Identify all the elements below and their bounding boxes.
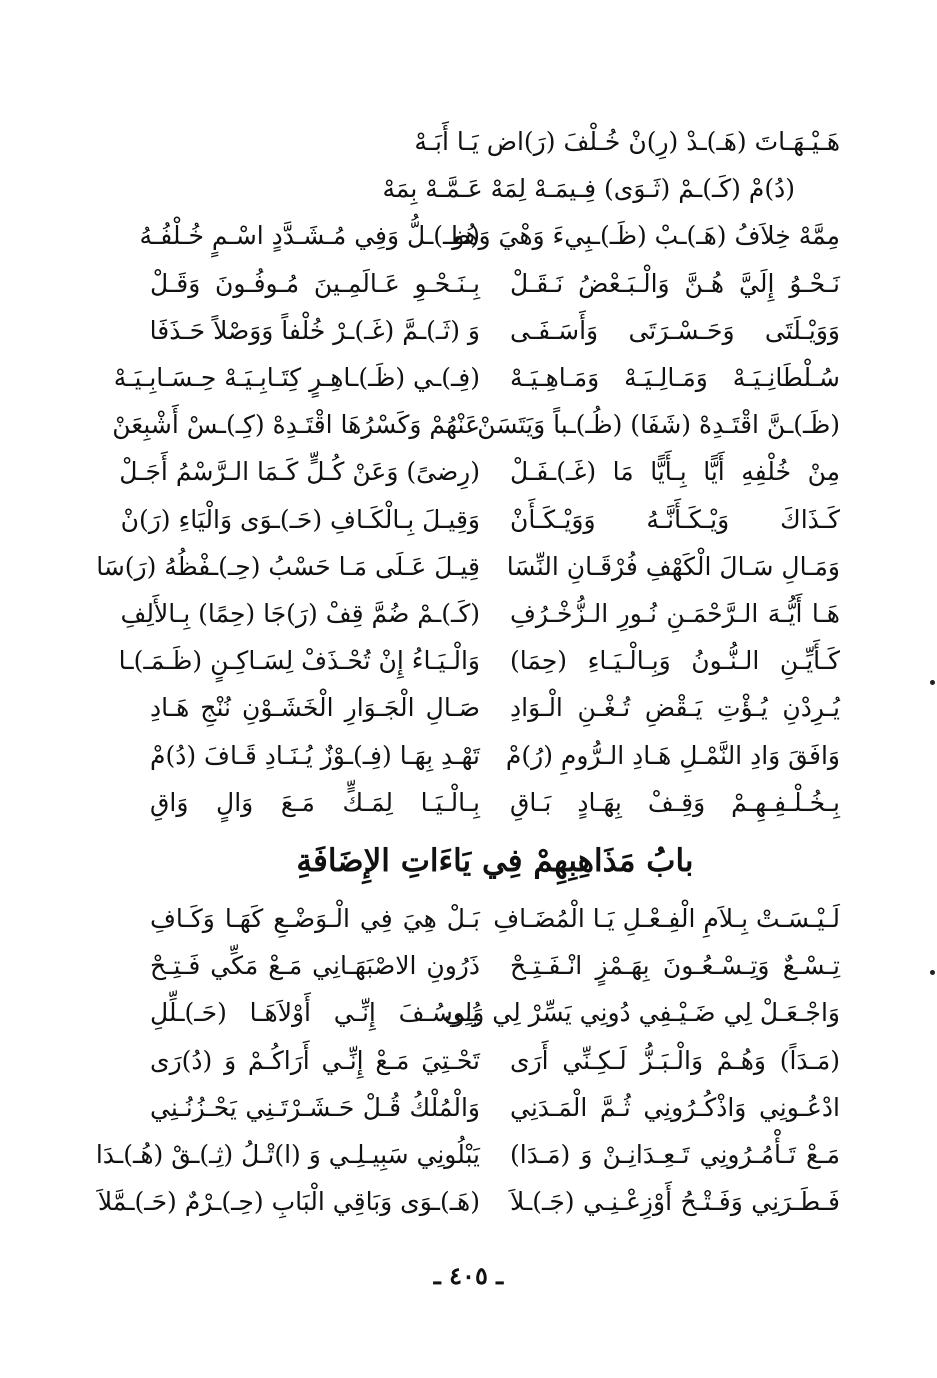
- verse-right-hemistich: بِـخُـلْـفِـهِـمْ وَقِـفْ بِهَـادٍ بَـاقِ: [510, 787, 840, 817]
- verse-left-hemistich: وَالْـيَـاءُ إِنْ تُحْـذَفْ لِسَـاكِـنٍ (ظَـمَـ)ـا: [118, 646, 480, 676]
- verse-right-hemistich: نَـحْـوُ إِلَيَّ هُـنَّ وَالْـبَـعْضُ نَـقَـلْ: [510, 268, 840, 298]
- verse-right-hemistich: لَـيْـسَـتْ بِـلاَمِ الْفِـعْـلِ يَـا الْمُضَـافِ: [493, 904, 840, 934]
- verse-row: [150, 260, 840, 307]
- verse-left-hemistich: بِـالْـيَـا لِمَـكٍّ مَـعَ وَالٍ وَاقِ: [150, 787, 480, 817]
- verse-left-hemistich: وَقِيـلَ بِـالْكَـافِ (حَـ)ـوَى وَالْيَاءِ (رَ)نْ: [120, 504, 480, 534]
- verse-left-hemistich: (كَـ)ـمْ ضُمَّ قِفْ (رَ)جَا (حِمًا) بِـالأَلِفِ: [120, 598, 480, 628]
- verse-right-hemistich: (ظَـ)ـنَّ اقْتَـدِهْ (شَفَا) (ظُـ)ـباً وَيَتَسَنْ: [477, 410, 840, 440]
- verse-right-hemistich: تِـسْـعٌ وَتِـسْـعُـونَ بِهَـمْزٍ انْـفَـتِـحْ: [510, 951, 840, 981]
- verse-row: [150, 684, 840, 731]
- verse-left-hemistich: (هَـ)ـوَى وَبَاقِي الْبَابِ (حِـ)ـرْمٌ (حَـ)ـمَّلاَ: [97, 1187, 480, 1217]
- verse-row: [150, 942, 840, 989]
- verse-right-hemistich: وَاجْـعَـلْ لِي ضَـيْـفِي دُونِي يَسِّرْ لِي وَلِي: [443, 998, 840, 1028]
- verse-right-hemistich: ادْعُـونِي وَاذْكُـرُونِي ثُـمَّ الْمَـدَنِي: [510, 1092, 840, 1122]
- verse-row: [97, 1178, 840, 1225]
- page-number: ـ ٤٠٥ ـ: [433, 1261, 504, 1290]
- verse-left-hemistich: وَ (ثَـ)ـمَّ (غَـ)ـرْ خُلْفاً وَوَصْلاً حَـذَفَا: [149, 315, 480, 345]
- verse-row: [120, 496, 840, 543]
- verse-left-hemistich: بَـلْ هِيَ فِي الْـوَضْـعِ كَهَـا وَكَـافِ: [150, 904, 480, 934]
- verse-right-hemistich: (مَـدَاً) وَهُـمْ وَالْـبَـزُّ لَـكِـنِّي أَرَى: [510, 1045, 840, 1075]
- verse-row: [95, 1131, 840, 1178]
- verse-row: [120, 590, 840, 637]
- verse-right-hemistich: يُـرِدْنِ يُـؤْتِ يَـقْضِ تُـغْـنِ الْـوَادِ: [510, 693, 840, 723]
- verse-right-hemistich: هَـا أَيُّـهَ الـرَّحْمَـنِ نُـورِ الـزُّخْـرُفِ: [510, 598, 840, 628]
- verse-right-hemistich: مِمَّهْ خِلاَفُ (هَـ)ـبْ (ظَـ)ـبِيءَ وَهْيَ وَهُو: [452, 221, 840, 251]
- verse-right-hemistich: وَوَيْـلَتَى وَحَـسْـرَتَى وَأَسَـفَـى: [510, 315, 840, 345]
- verse-row: [150, 1084, 840, 1131]
- verse-left-hemistich: عَنْهُمْ وَكَسْرُهَا اقْتَـدِهْ (كِـ)ـسْ أَشْبِعَنْ: [112, 410, 480, 440]
- verse-left-hemistich: قِيـلَ عَـلَى مَـا حَسْبُ (حِـ)ـفْظُهُ (رَ)سَا: [96, 551, 480, 581]
- verse-row: [112, 401, 840, 448]
- verse-row: [150, 731, 840, 778]
- verse-left-hemistich: صَـالِ الْجَـوَارِ الْخَشَـوْنِ نُنْجِ هَـادِ: [150, 693, 480, 723]
- verse-row: [118, 637, 840, 684]
- verse-row: [150, 307, 840, 354]
- chapter-heading: بابُ مَذَاهِبِهِمْ فِي يَاءَاتِ الإِضَافَةِ: [296, 843, 694, 879]
- verse-row: [150, 779, 840, 826]
- verse-left-hemistich: تَهْـدِ بِهَـا (فِـ)ـوْزٌ يُـنَـادِ قَـافَ (دُ)مْ: [149, 740, 480, 770]
- verse-right-hemistich: سُـلْطَانِـيَـهْ وَمَـالِـيَـهْ وَمَـاهِـيَـهْ: [510, 363, 840, 393]
- verse-left-hemistich: (فِـ)ـي (ظَـ)ـاهِـرٍ كِتَـابِـيَـهْ حِـسَـابِـيَـهْ: [113, 363, 480, 393]
- verse-right-hemistich: كَـأَيِّـنِ الـنُّـونُ وَبِـالْـيَـاءِ (حِمَا): [510, 646, 840, 676]
- opening-line: هَـيْـهَـاتَ (هَـ)ـدْ (رِ)نْ خُـلْفَ (رَ)اض يَـا أَبَـهْ: [414, 127, 840, 156]
- verse-right-hemistich: وَافَقَ وَادِ النَّمْـلِ هَـادِ الـرُّومِ (رُ)مْ: [505, 740, 840, 770]
- verse-left-hemistich: ذَرُونِ الاصْبَهَـانِي مَـعْ مَكِّي فَـتِـحْ: [150, 951, 480, 981]
- verse-left-hemistich: يَبْلُونِي سَبِيـلِـي وَ (ا)تْـلُ (ثِـ)ـقْ (هُـ)ـدَا: [95, 1140, 480, 1170]
- verse-left-hemistich: تَحْـتِيَ مَـعْ إِنِّـي أَرَاكُـمْ وَ (دُ)رَى: [150, 1045, 480, 1075]
- verse-right-hemistich: مِنْ خُلْفِهِ أَيًّا بِـأَيًّا مَا (غَـ)ـفَـلْ: [510, 457, 840, 487]
- top-verse-block: [96, 118, 840, 826]
- verse-row: [96, 543, 840, 590]
- verse-right-hemistich: كَـذَاكَ وَيْـكَـأَنَّـهُ وَوَيْـكَـأَنْ: [510, 504, 840, 534]
- verse-right-hemistich: وَمَـالِ سَـالَ الْكَهْفِ فُرْقَـانِ النِّسَا: [506, 551, 840, 581]
- verse-left-hemistich: وَالْمُلْكُ قُـلْ حَـشَـرْتَـنِي يَحْـزُنُـنِي: [150, 1092, 480, 1122]
- verse-left-hemistich: يُـوسُـفَ إِنِّـي أَوْلاَهَـا (حَـ)ـلِّلِ: [150, 998, 480, 1028]
- verse-row: [150, 989, 840, 1036]
- margin-mark: [930, 970, 935, 975]
- bottom-verse-block: [95, 895, 840, 1225]
- verse-row: [119, 448, 840, 495]
- margin-mark: [930, 680, 935, 685]
- opening-line: (دُ)مْ (كَـ)ـمْ (ثَـوَى) فِـيمَـهْ لِمَهْ عَـمَّـهْ بِمَهْ: [382, 174, 795, 204]
- verse-right-hemistich: مَـعْ تَـأْمُـرُونِي تَـعِـدَانِـنْ وَ (مَـدَا): [510, 1140, 840, 1170]
- verse-left-hemistich: بِـنَـحْـوِ عَـالَمِـينَ مُـوفُـونَ وَقَـلْ: [150, 268, 480, 298]
- verse-left-hemistich: (ظِـ)ـلُّ وَفِي مُـشَـدَّدٍ اسْـمٍ خُـلْفُـهُ: [139, 221, 480, 251]
- verse-row: [150, 1037, 840, 1084]
- verse-row: [113, 354, 840, 401]
- verse-right-hemistich: فَـطَـرَنِي وَفَـتْـحُ أَوْزِعْـنِـي (جَـ)ـلاَ: [510, 1187, 840, 1217]
- verse-row: [150, 895, 840, 942]
- verse-row: [139, 212, 840, 259]
- verse-left-hemistich: (رِضىً) وَعَنْ كُـلٍّ كَـمَا الـرَّسْمُ أَجَـلْ: [119, 457, 480, 487]
